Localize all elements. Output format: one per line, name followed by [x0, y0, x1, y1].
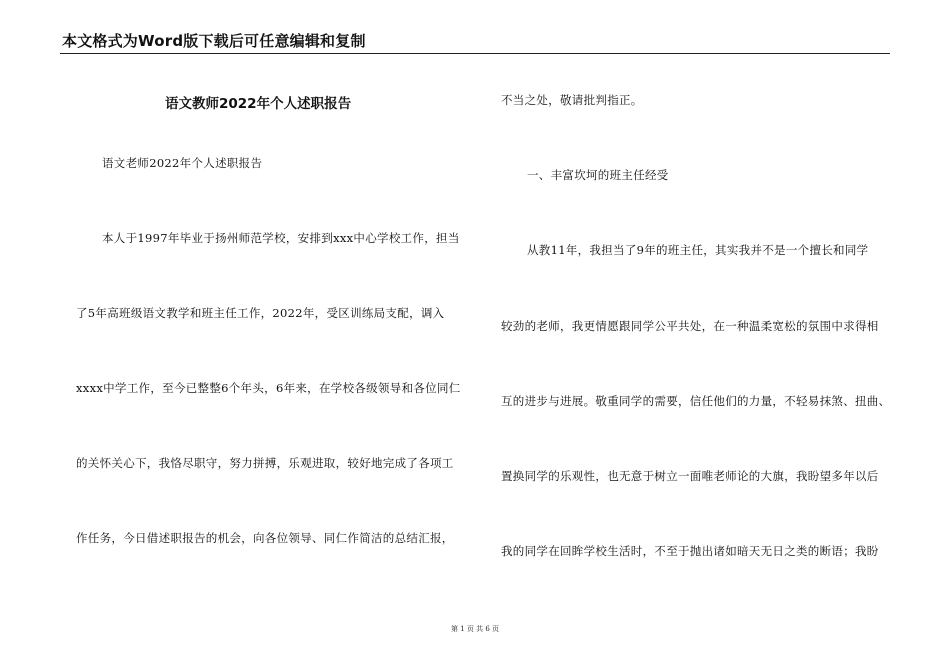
paragraph-line: 作任务，今日借述职报告的机会，向各位领导、同仁作简洁的总结汇报，: [76, 531, 454, 545]
page-number: 第 1 页 共 6 页: [450, 625, 500, 633]
paragraph-line: 我的同学在回眸学校生活时，不至于抛出诸如暗天无日之类的断语；我盼: [501, 544, 879, 558]
header-banner: 本文格式为Word版下载后可任意编辑和复制: [62, 32, 366, 50]
paragraph-line: 从教11年，我担当了9年的班主任，其实我并不是一个擅长和同学: [527, 243, 869, 257]
document-title: 语文教师2022年个人述职报告: [165, 96, 352, 112]
paragraph-line: 本人于1997年毕业于扬州师范学校，安排到xxx中心学校工作，担当: [102, 231, 460, 245]
paragraph-line: 的关怀关心下，我恪尽职守，努力拼搏，乐观进取，较好地完成了各项工: [76, 456, 454, 470]
header-divider: [60, 53, 890, 54]
section-heading: 一、丰富坎坷的班主任经受: [527, 168, 669, 182]
paragraph-line: 互的进步与进展。敬重同学的需要，信任他们的力量，不轻易抹煞、扭曲、: [501, 394, 891, 408]
paragraph-line: 较劲的老师，我更情愿跟同学公平共处，在一种温柔宽松的氛围中求得相: [501, 319, 879, 333]
paragraph-line: 语文老师2022年个人述职报告: [102, 156, 263, 170]
paragraph-line: 不当之处，敬请批判指正。: [501, 93, 643, 107]
paragraph-line: 置换同学的乐观性，也无意于树立一面唯老师论的大旗，我盼望多年以后: [501, 469, 879, 483]
paragraph-line: 了5年高班级语文教学和班主任工作，2022年，受区训练局支配，调入: [76, 306, 445, 320]
paragraph-line: xxxx中学工作，至今已整整6个年头，6年来，在学校各级领导和各位同仁: [76, 381, 461, 395]
